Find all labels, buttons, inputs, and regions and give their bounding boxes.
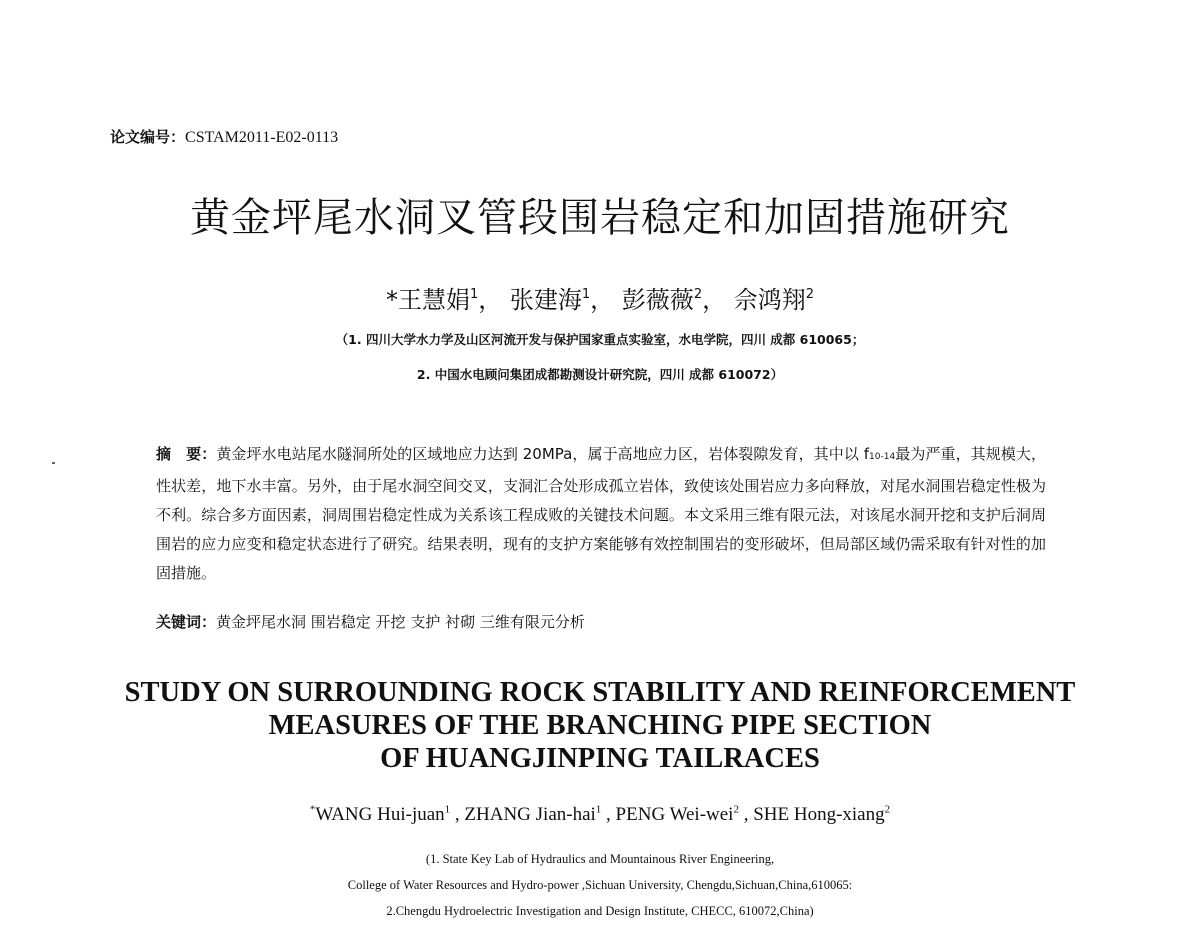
- author-en: SHE Hong-xiang$^2$: [753, 804, 891, 826]
- paper-id: 论文编号：CSTAM2011-E02-0113: [110, 128, 339, 146]
- paper-title-en: [0, 676, 1200, 775]
- paper-title-cn: 黄金坪尾水洞叉管段围岩稳定和加固措施研究: [190, 195, 1010, 241]
- author-cn: 彭薇薇$^2$，: [621, 286, 727, 314]
- abstract-cn: 摘 要：黄金坪水电站尾水隧洞所处的区域地应力达到 20MPa，属于高地应力区，岩体裂隙发育，其中以 f10-14最为严重，其规模大，性状差，地下水丰富。另外，由于尾水洞空间交叉，支洞汇合处形成孤立岩体，致使该处围岩应力多向释放，对尾水洞围岩稳定性极为不利。综合多方面因素，洞周围岩稳定性成为关系该工程成败的关键技术问题。本文采用三维有限元法，对该尾水洞开挖和支护后洞周围岩的应力应变和稳定状态进行了研究。结果表明，现有的支护方案能够有效控制围岩的变形破坏，但局部区域仍需采取有针对性的加固措施。: [156, 445, 1046, 582]
- keywords-cn: 关键词：黄金坪尾水洞 围岩稳定 开挖 支护 衬砌 三维有限元分析: [156, 613, 585, 631]
- author-cn: *王慧娟$^1$，: [385, 286, 503, 314]
- author-en: *WANG Hui-juan$^1$ ,: [309, 804, 465, 826]
- title-en-line: OF HUANGJINPING TAILRACES: [380, 743, 820, 774]
- affiliation-en-line: (1. State Key Lab of Hydraulics and Mountainous River Engineering,: [425, 852, 775, 866]
- author-en: PENG Wei-wei$^2$ ,: [615, 804, 754, 826]
- author-cn: 张建海$^1$，: [509, 286, 615, 314]
- keywords-label: 关键词：: [156, 613, 217, 631]
- author-en: ZHANG Jian-hai$^1$ ,: [464, 804, 616, 826]
- affiliation-en-line: College of Water Resources and Hydro-power ,Sichuan University, Chengdu,Sichuan,China,610065:: [347, 878, 853, 892]
- authors-en: [0, 804, 1200, 826]
- author-cn: 佘鸿翔$^2$: [733, 286, 815, 314]
- affiliation-en-line: 2.Chengdu Hydroelectric Investigation and Design Institute, CHECC, 610072,China): [386, 904, 814, 918]
- authors-cn: [0, 280, 1200, 315]
- affiliation-cn-line: 2. 中国水电顾问集团成都勘测设计研究院，四川 成都 610072）: [416, 367, 784, 382]
- title-en-line: MEASURES OF THE BRANCHING PIPE SECTION: [268, 710, 932, 741]
- scan-speck: [52, 462, 55, 464]
- abstract-label: 摘 要：: [156, 445, 217, 463]
- affiliation-cn-line: （1. 四川大学水力学及山区河流开发与保护国家重点实验室，水电学院，四川 成都 610065；: [335, 332, 865, 347]
- title-en-line: STUDY ON SURROUNDING ROCK STABILITY AND REINFORCEMENT: [124, 677, 1076, 708]
